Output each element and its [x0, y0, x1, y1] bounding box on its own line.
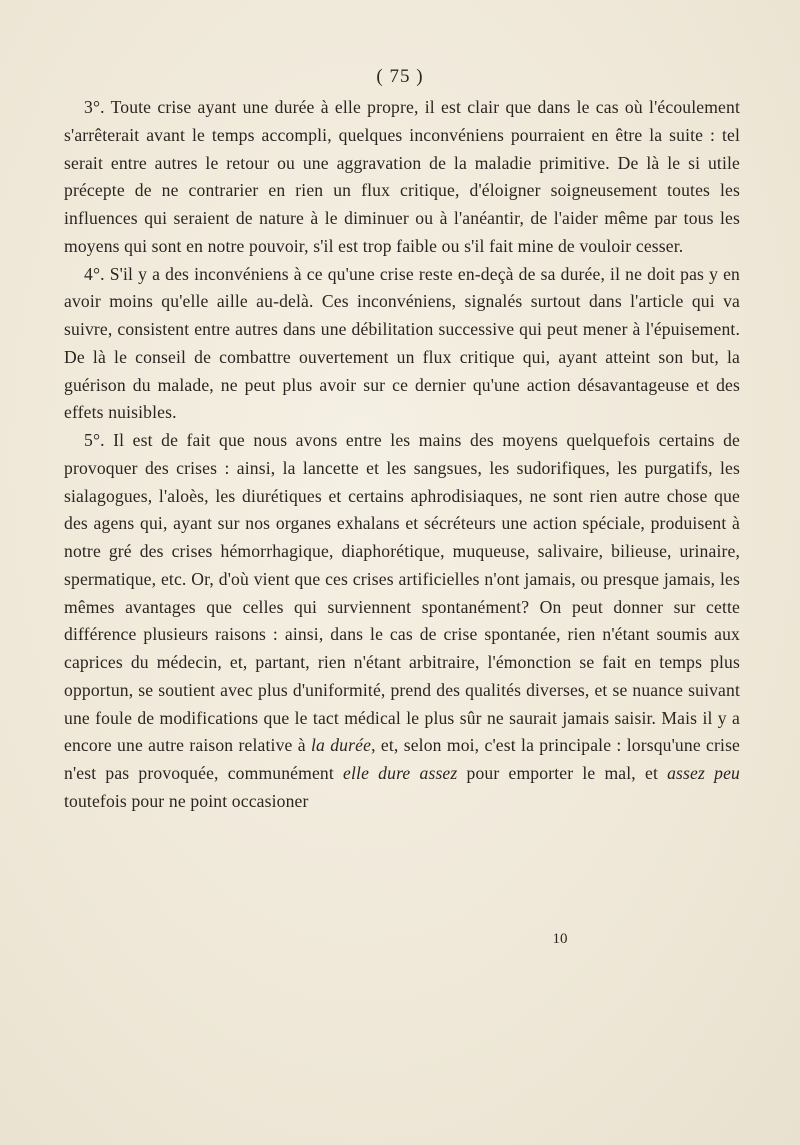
italic-phrase: assez peu: [667, 763, 740, 783]
paragraph-text: 5°. Il est de fait que nous avons entre les mains des moyens quelquefois certains de provoquer des crises : ainsi, la lancette et les sangsues, les sudorifiques, les purgatifs, les sialagogues, l'aloès, les diurétiques et certains aphrodisiaques, ne sont rien autre chose que des agens qui, ayant sur nos organes exhalans et sécréteurs une action spéciale, produisent à notre gré des crises hémorrhagique, diaphorétique, muqueuse, salivaire, bilieuse, urinaire, spermatique, etc. Or, d'où vient que ces crises artificielles n'ont jamais, ou presque jamais, les mêmes avantages que celles qui surviennent spontanément? On peut donner sur cette différence plusieurs raisons : ainsi, dans le cas de crise spontanée, rien n'étant soumis aux caprices du médecin, et, partant, rien n'étant arbitraire, l'émonction se fait en temps plus opportun, se soutient avec plus d'uniformité, prend des qualités diverses, et se nuance suivant une foule de modifications que le tact médical le plus sûr ne saurait jamais saisir. Mais il y a encore une autre raison relative à: [64, 430, 740, 756]
paragraph-3: [64, 94, 740, 261]
body-text: [64, 94, 740, 816]
paragraph-text: 4°. S'il y a des inconvéniens à ce qu'une crise reste en-deçà de sa durée, il ne doit pas y en avoir moins qu'elle aille au-delà. Ces inconvéniens, signalés surtout dans l'article qui va suivre, consistent entre autres dans une débilitation successive qui peut mener à l'épuisement. De là le conseil de combattre ouvertement un flux critique qui, ayant atteint son but, la guérison du malade, ne peut plus avoir sur ce dernier qu'une action désavantageuse et des effets nuisibles.: [64, 263, 740, 423]
paragraph-text: 3°. Toute crise ayant une durée à elle propre, il est clair que dans le cas où l'écoulement s'arrêterait avant le temps accompli, quelques inconvéniens pourraient en être la suite : tel serait entre autres le retour ou une aggravation de la maladie primitive. De là le si utile précepte de ne contrarier en rien un flux critique, d'éloigner soigneusement toutes les influences qui seraient de nature à le diminuer ou à l'anéantir, de l'aider même par tous les moyens qui sont en notre pouvoir, s'il est trop faible ou s'il fait mine de vouloir cesser.: [64, 97, 740, 256]
italic-phrase: elle dure assez: [343, 763, 458, 783]
paragraph-5: [64, 427, 740, 816]
paragraph-text: , et, selon moi, c'est la principale : lorsqu'une crise n'est pas provoquée, communément: [64, 735, 741, 783]
page-number: ( 75 ): [376, 66, 424, 87]
paragraph-4: [64, 261, 740, 428]
paragraph-text: toutefois pour ne point occasioner: [64, 790, 309, 811]
italic-phrase: la durée: [310, 735, 372, 756]
signature-mark: 10: [552, 931, 568, 947]
paragraph-text: pour emporter le mal, et: [457, 763, 668, 783]
